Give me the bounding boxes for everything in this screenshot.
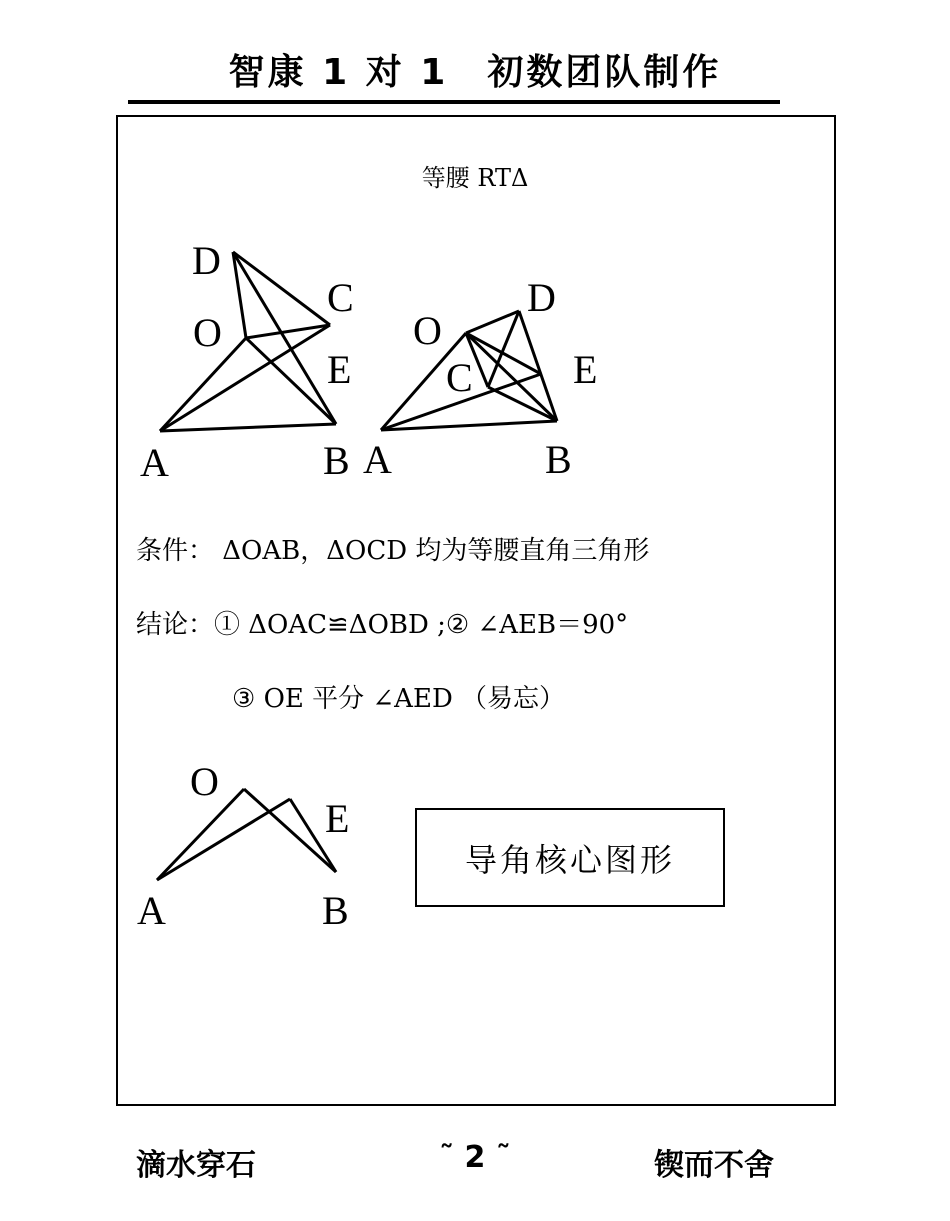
conclusion-line-1: 结论：① ΔOAC≌ΔOBD ;② ∠AEB＝90°	[136, 610, 629, 640]
fig2-label-B: B	[545, 437, 572, 482]
condition-text: 条件： ΔOAB，ΔOCD 均为等腰直角三角形	[136, 536, 650, 566]
segment-AB	[160, 424, 336, 431]
fig3-label-B: B	[322, 888, 349, 933]
fig1-label-A: A	[140, 440, 169, 485]
fig2-label-O: O	[413, 308, 442, 353]
fig2-label-C: C	[446, 355, 473, 400]
fig2-label-A: A	[363, 437, 392, 482]
core-figure-box	[415, 808, 725, 907]
fig1-label-E: E	[327, 347, 352, 392]
fig3-label-A: A	[137, 888, 166, 933]
fig3-label-E: E	[325, 796, 350, 841]
fig1-label-O: O	[193, 310, 222, 355]
core-figure-label: 导角核心图形	[464, 840, 675, 879]
section-subtitle: 等腰 RTΔ	[421, 164, 529, 192]
fig1-label-B: B	[323, 438, 350, 483]
fig2-label-D: D	[527, 275, 556, 320]
footer-page-number: ˜ 2 ˜	[439, 1140, 511, 1175]
page-header: 智康 1 对 1 初数团队制作	[228, 52, 722, 93]
fig3-label-O: O	[190, 759, 219, 804]
figure-3	[157, 789, 336, 880]
fig1-label-D: D	[192, 238, 221, 283]
footer-right: 锲而不舍	[654, 1148, 774, 1183]
segment-DC	[233, 252, 330, 325]
conclusion-line-2: ③ OE 平分 ∠AED （易忘）	[232, 684, 566, 714]
fig2-label-E: E	[573, 347, 598, 392]
footer-left: 滴水穿石	[136, 1148, 256, 1183]
segment-AB	[381, 421, 557, 430]
figure-1	[160, 252, 336, 431]
fig1-label-C: C	[327, 275, 354, 320]
